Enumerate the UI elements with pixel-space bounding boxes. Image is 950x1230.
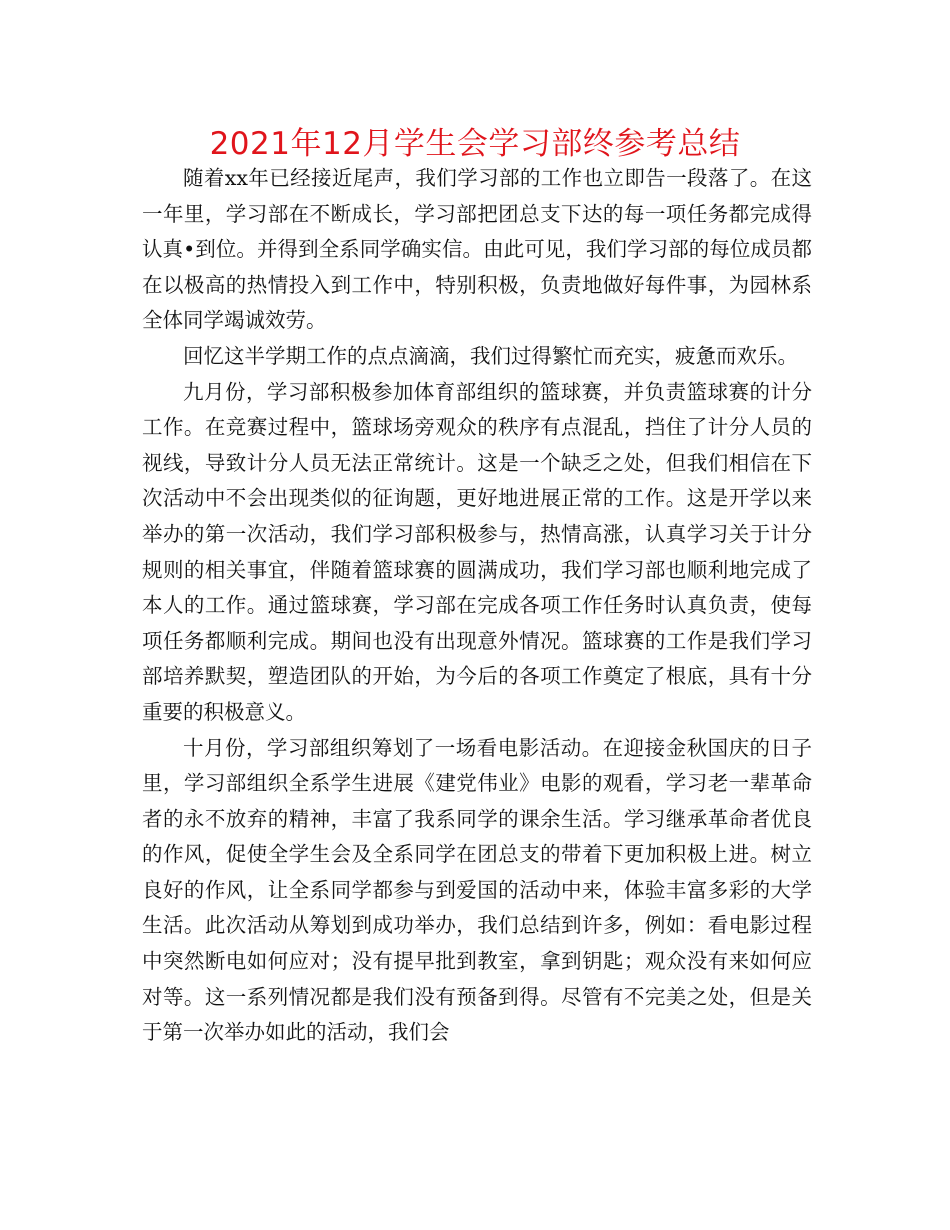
document-title: 2021年12月学生会学习部终参考总结 [209,126,741,162]
paragraph-september: 九月份，学习部积极参加体育部组织的篮球赛，并负责篮球赛的计分工作。在竞赛过程中，篮球场旁观众的秩序有点混乱，挡住了计分人员的视线，导致计分人员无法正常统计。这是一个缺乏之处，但我们相信在下次活动中不会出现类似的征询题，更好地进展正常的工作。这是开学以来举办的第一次活动，我们学习部积极参与，热情高涨，认真学习关于计分规则的相关事宜，伴随着篮球赛的圆满成功，我们学习部也顺利地完成了本人的工作。通过篮球赛，学习部在完成各项工作任务时认真负责，使每项任务都顺利完成。期间也没有出现意外情况。篮球赛的工作是我们学习部培养默契，塑造团队的开始，为今后的各项工作奠定了根底，具有十分重要的积极意义。 [142,379,812,724]
paragraph-reflection: 回忆这半学期工作的点点滴滴，我们过得繁忙而充实，疲惫而欢乐。 [183,343,798,368]
document-body [142,161,812,1051]
paragraph-october: 十月份，学习部组织筹划了一场看电影活动。在迎接金秋国庆的日子里，学习部组织全系学生进展《建党伟业》电影的观看，学习老一辈革命者的永不放弃的精神，丰富了我系同学的课余生活。学习继承革命者优良的作风，促使全学生会及全系同学在团总支的带着下更加积极上进。树立良好的作风，让全系同学都参与到爱国的活动中来，体验丰富多彩的大学生活。此次活动从筹划到成功举办，我们总结到许多，例如：看电影过程中突然断电如何应对；没有提早批到教室，拿到钥匙；观众没有来如何应对等。这一系列情况都是我们没有预备到得。尽管有不完美之处，但是关于第一次举办如此的活动，我们会 [142,735,812,1045]
paragraph-intro: 随着xx年已经接近尾声，我们学习部的工作也立即告一段落了。在这一年里，学习部在不断成长，学习部把团总支下达的每一项任务都完成得认真•到位。并得到全系同学确实信。由此可见，我们学习部的每位成员都在以极高的热情投入到工作中，特别积极，负责地做好每件事，为园林系全体同学竭诚效劳。 [142,166,812,333]
